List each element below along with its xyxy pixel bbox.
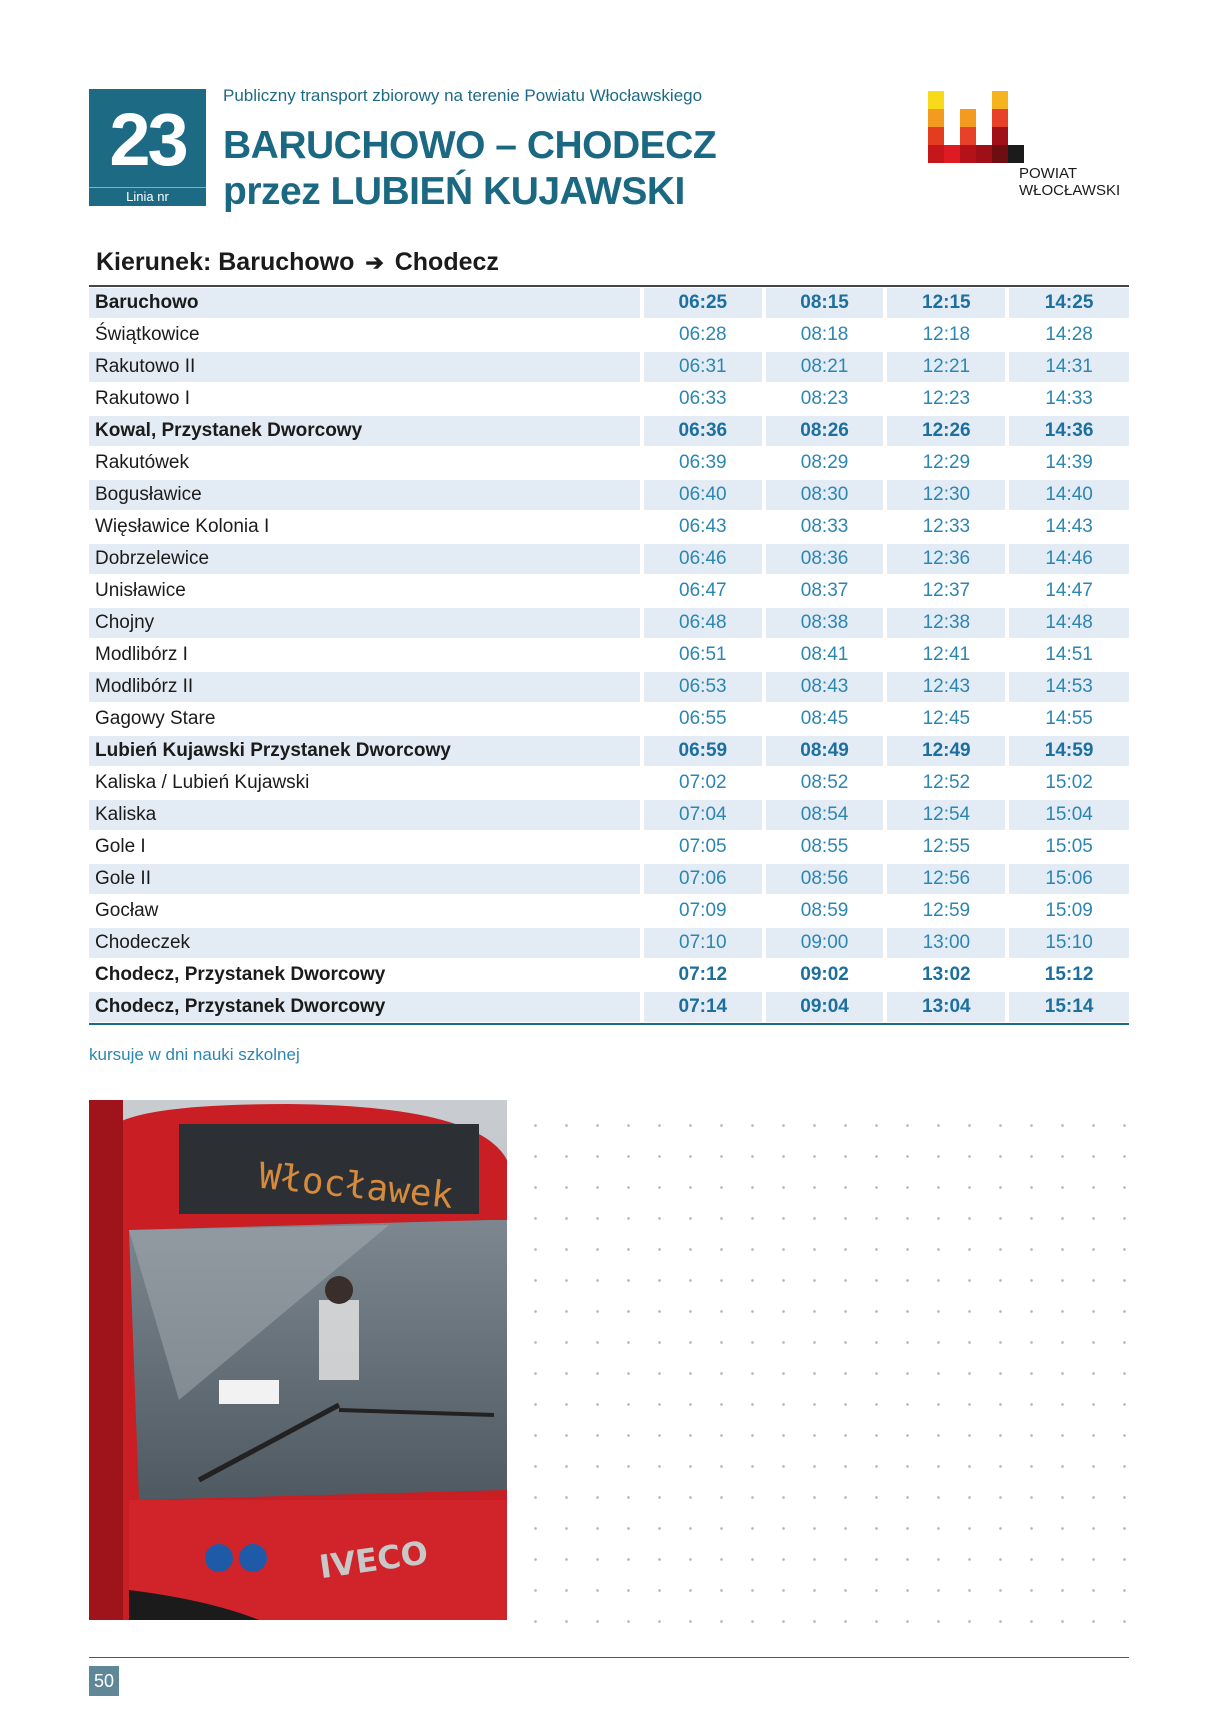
departure-time: 12:23 [922,388,971,409]
stop-name: Chojny [89,608,640,638]
stop-name: Chodecz, Przystanek Dworcowy [95,964,386,985]
stop-name: Świątkowice [95,324,200,345]
stop-name: Kaliska / Lubień Kujawski [95,772,310,793]
departure-time: 15:05 [1045,836,1093,857]
departure-time: 09:00 [766,928,884,958]
departure-time: 06:51 [679,644,727,665]
departure-time: 08:55 [800,836,849,857]
departure-time: 14:46 [1009,544,1129,574]
departure-time: 08:56 [766,864,884,894]
table-row [89,735,1129,767]
departure-time: 13:02 [922,964,971,985]
departure-time: 14:25 [1009,288,1129,318]
departure-time: 12:56 [887,864,1005,894]
departure-time: 08:45 [800,708,849,729]
departure-time: 07:14 [644,992,762,1022]
departure-time: 12:55 [922,836,971,857]
departure-time: 08:43 [766,672,884,702]
bus-photo [89,1100,507,1620]
departure-time: 12:54 [887,800,1005,830]
departure-time: 06:31 [644,352,762,382]
table-row [89,575,1129,607]
departure-time: 14:53 [1009,672,1129,702]
departure-time: 08:59 [800,900,849,921]
stop-name: Gole I [95,836,146,857]
departure-time: 06:33 [679,388,727,409]
departure-time: 07:02 [679,772,727,793]
stop-name: Modlibórz II [89,672,640,702]
stop-name: Gagowy Stare [95,708,216,729]
stop-name: Dobrzelewice [89,544,640,574]
direction-heading [96,248,499,277]
departure-time: 06:36 [644,416,762,446]
departure-time: 13:00 [887,928,1005,958]
page-number: 50 [89,1666,119,1696]
departure-time: 06:59 [644,736,762,766]
departure-time: 12:29 [922,452,971,473]
table-row [89,415,1129,447]
departure-time: 07:10 [644,928,762,958]
departure-time: 06:48 [644,608,762,638]
stop-name: Unisławice [95,580,186,601]
table-row [89,479,1129,511]
service-note: kursuje w dni nauki szkolnej [89,1045,300,1064]
departure-time: 09:02 [800,964,849,985]
departure-time: 15:10 [1009,928,1129,958]
table-row [89,607,1129,639]
dotted-notes-area [520,1110,1130,1640]
departure-time: 08:18 [800,324,849,345]
line-label: Linia nr [89,187,206,206]
table-row [89,543,1129,575]
departure-time: 12:38 [887,608,1005,638]
departure-time: 15:09 [1045,900,1093,921]
departure-time: 12:37 [922,580,971,601]
departure-time: 06:40 [644,480,762,510]
table-row [89,831,1129,863]
stop-name: Kaliska [89,800,640,830]
departure-time: 12:18 [922,324,971,345]
line-number-badge [89,89,206,206]
departure-time: 12:49 [887,736,1005,766]
departure-time: 12:36 [887,544,1005,574]
departure-time: 14:59 [1009,736,1129,766]
stop-name: Chodecz, Przystanek Dworcowy [89,992,640,1022]
departure-time: 06:46 [644,544,762,574]
departure-time: 14:47 [1045,580,1093,601]
departure-time: 14:51 [1045,644,1093,665]
stop-name: Lubień Kujawski Przystanek Dworcowy [89,736,640,766]
stop-name: Baruchowo [89,288,640,318]
departure-time: 08:30 [766,480,884,510]
departure-time: 12:43 [887,672,1005,702]
subtitle: Publiczny transport zbiorowy na terenie Powiatu Włocławskiego [223,86,703,105]
departure-time: 14:36 [1009,416,1129,446]
departure-time: 07:06 [644,864,762,894]
departure-time: 08:37 [800,580,849,601]
departure-time: 13:04 [887,992,1005,1022]
departure-time: 08:41 [800,644,849,665]
departure-time: 07:09 [679,900,727,921]
departure-time: 07:04 [644,800,762,830]
route-subtitle: przez LUBIEŃ KUJAWSKI [223,170,685,213]
departure-time: 14:31 [1009,352,1129,382]
departure-time: 14:43 [1045,516,1093,537]
table-row [89,799,1129,831]
table-row [89,639,1129,671]
departure-time: 12:26 [887,416,1005,446]
departure-time: 06:47 [679,580,727,601]
table-row [89,287,1129,319]
table-row [89,767,1129,799]
departure-time: 08:26 [766,416,884,446]
departure-time: 06:25 [644,288,762,318]
departure-time: 06:55 [679,708,727,729]
departure-time: 15:04 [1009,800,1129,830]
departure-time: 07:12 [678,964,728,985]
stop-name: Bogusławice [89,480,640,510]
table-row [89,447,1129,479]
stop-name: Gocław [95,900,159,921]
table-row [89,895,1129,927]
departure-time: 06:39 [679,452,727,473]
stop-name: Modlibórz I [95,644,188,665]
departure-time: 08:33 [800,516,849,537]
departure-time: 14:55 [1045,708,1093,729]
direction-origin: Kierunek: Baruchowo [96,248,355,276]
table-row [89,703,1129,735]
departure-time: 14:33 [1045,388,1093,409]
departure-time: 12:52 [922,772,971,793]
stop-name: Rakutówek [95,452,189,473]
stop-name: Rakutowo I [95,388,191,409]
departure-time: 14:40 [1009,480,1129,510]
departure-time: 08:29 [800,452,849,473]
table-row [89,959,1129,991]
departure-time: 15:02 [1045,772,1093,793]
table-row [89,319,1129,351]
route-title: BARUCHOWO – CHODECZ [223,124,717,167]
powiat-logo-text: POWIAT WŁOCŁAWSKI [1019,165,1121,199]
departure-time: 08:54 [766,800,884,830]
departure-time: 14:39 [1045,452,1093,473]
departure-time: 12:15 [887,288,1005,318]
stop-name: Rakutowo II [89,352,640,382]
footer-divider [89,1657,1129,1658]
timetable [89,285,1129,1025]
line-number: 23 [109,98,186,181]
departure-time: 06:28 [679,324,727,345]
departure-time: 14:48 [1009,608,1129,638]
direction-destination: Chodecz [394,248,499,276]
stop-name: Kowal, Przystanek Dworcowy [89,416,640,446]
departure-time: 08:21 [766,352,884,382]
departure-time: 12:30 [887,480,1005,510]
table-row [89,863,1129,895]
departure-time: 08:38 [766,608,884,638]
departure-time: 06:53 [644,672,762,702]
departure-time: 08:49 [766,736,884,766]
departure-time: 15:06 [1009,864,1129,894]
departure-time: 12:33 [922,516,971,537]
arrow-right-icon: ➔ [365,250,384,275]
destination-display-text: Włocławek [256,1155,456,1217]
departure-time: 08:36 [766,544,884,574]
departure-time: 15:12 [1044,964,1094,985]
departure-time: 14:28 [1045,324,1093,345]
departure-time: 12:41 [922,644,971,665]
table-row [89,511,1129,543]
bus-brand-text: IVECO [316,1533,431,1587]
stop-name: Więsławice Kolonia I [95,516,270,537]
table-row [89,991,1129,1023]
table-row [89,351,1129,383]
table-row [89,927,1129,959]
departure-time: 12:21 [887,352,1005,382]
table-row [89,383,1129,415]
departure-time: 15:14 [1009,992,1129,1022]
departure-time: 09:04 [766,992,884,1022]
departure-time: 08:23 [800,388,849,409]
stop-name: Gole II [89,864,640,894]
departure-time: 07:05 [679,836,727,857]
departure-time: 08:52 [800,772,849,793]
departure-time: 06:43 [679,516,727,537]
departure-time: 12:59 [922,900,971,921]
departure-time: 12:45 [922,708,971,729]
stop-name: Chodeczek [89,928,640,958]
table-row [89,671,1129,703]
departure-time: 08:15 [766,288,884,318]
